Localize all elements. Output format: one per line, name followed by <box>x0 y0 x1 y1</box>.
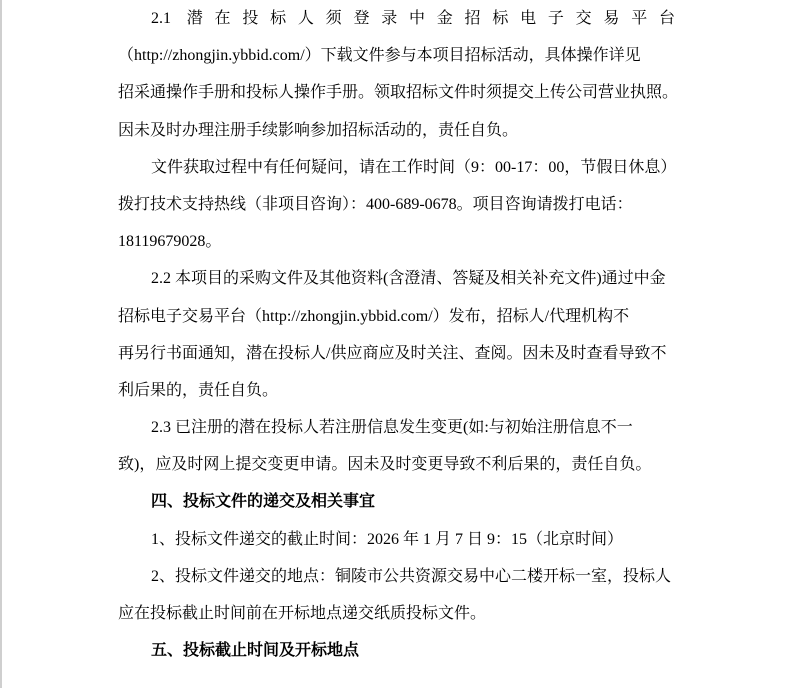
text-line: 招采通操作手册和投标人操作手册。领取招标文件时须提交上传公司营业执照。 <box>118 84 679 102</box>
text-line: 2.2 本项目的采购文件及其他资料(含澄清、答疑及相关补充文件)通过中金 <box>151 270 666 288</box>
text-line: 因未及时办理注册手续影响参加招标活动的，责任自负。 <box>118 121 519 139</box>
text-line: 文件获取过程中有任何疑问，请在工作时间（9：00-17：00，节假日休息） <box>151 158 677 176</box>
text-line: 应在投标截止时间前在开标地点递交纸质投标文件。 <box>118 605 487 622</box>
text-line: 再另行书面通知，潜在投标人/供应商应及时关注、查阅。因未及时查看导致不 <box>118 344 667 362</box>
text-line: 2.1 潜在投标人须登录中金招标电子交易平台 <box>151 10 675 27</box>
document-content <box>118 0 678 669</box>
text-line: 2、投标文件递交的地点：铜陵市公共资源交易中心二楼开标一室，投标人 <box>151 567 672 585</box>
text-line: 利后果的，责任自负。 <box>118 381 279 399</box>
text-line: 拨打技术支持热线（非项目咨询）：400-689-0678。项目咨询请拨打电话： <box>118 195 633 213</box>
text-line: 2.3 已注册的潜在投标人若注册信息发生变更(如:与初始注册信息不一 <box>151 419 633 437</box>
page-left-edge <box>0 0 2 688</box>
text-line: 1、投标文件递交的截止时间：2026 年 1 月 7 日 9：15（北京时间） <box>151 530 624 548</box>
text-line: 18119679028。 <box>118 233 222 251</box>
text-line: 招标电子交易平台（http://zhongjin.ybbid.com/）发布，招标人/代理机构不 <box>118 307 630 325</box>
text-line: （http://zhongjin.ybbid.com/）下载文件参与本项目招标活动，具体操作详见 <box>118 47 641 65</box>
text-line: 致)，应及时网上提交变更申请。因未及时变更导致不利后果的，责任自负。 <box>118 456 652 474</box>
text-line: 五、投标截止时间及开标地点 <box>151 642 360 660</box>
text-line: 四、投标文件的递交及相关事宜 <box>151 493 376 511</box>
